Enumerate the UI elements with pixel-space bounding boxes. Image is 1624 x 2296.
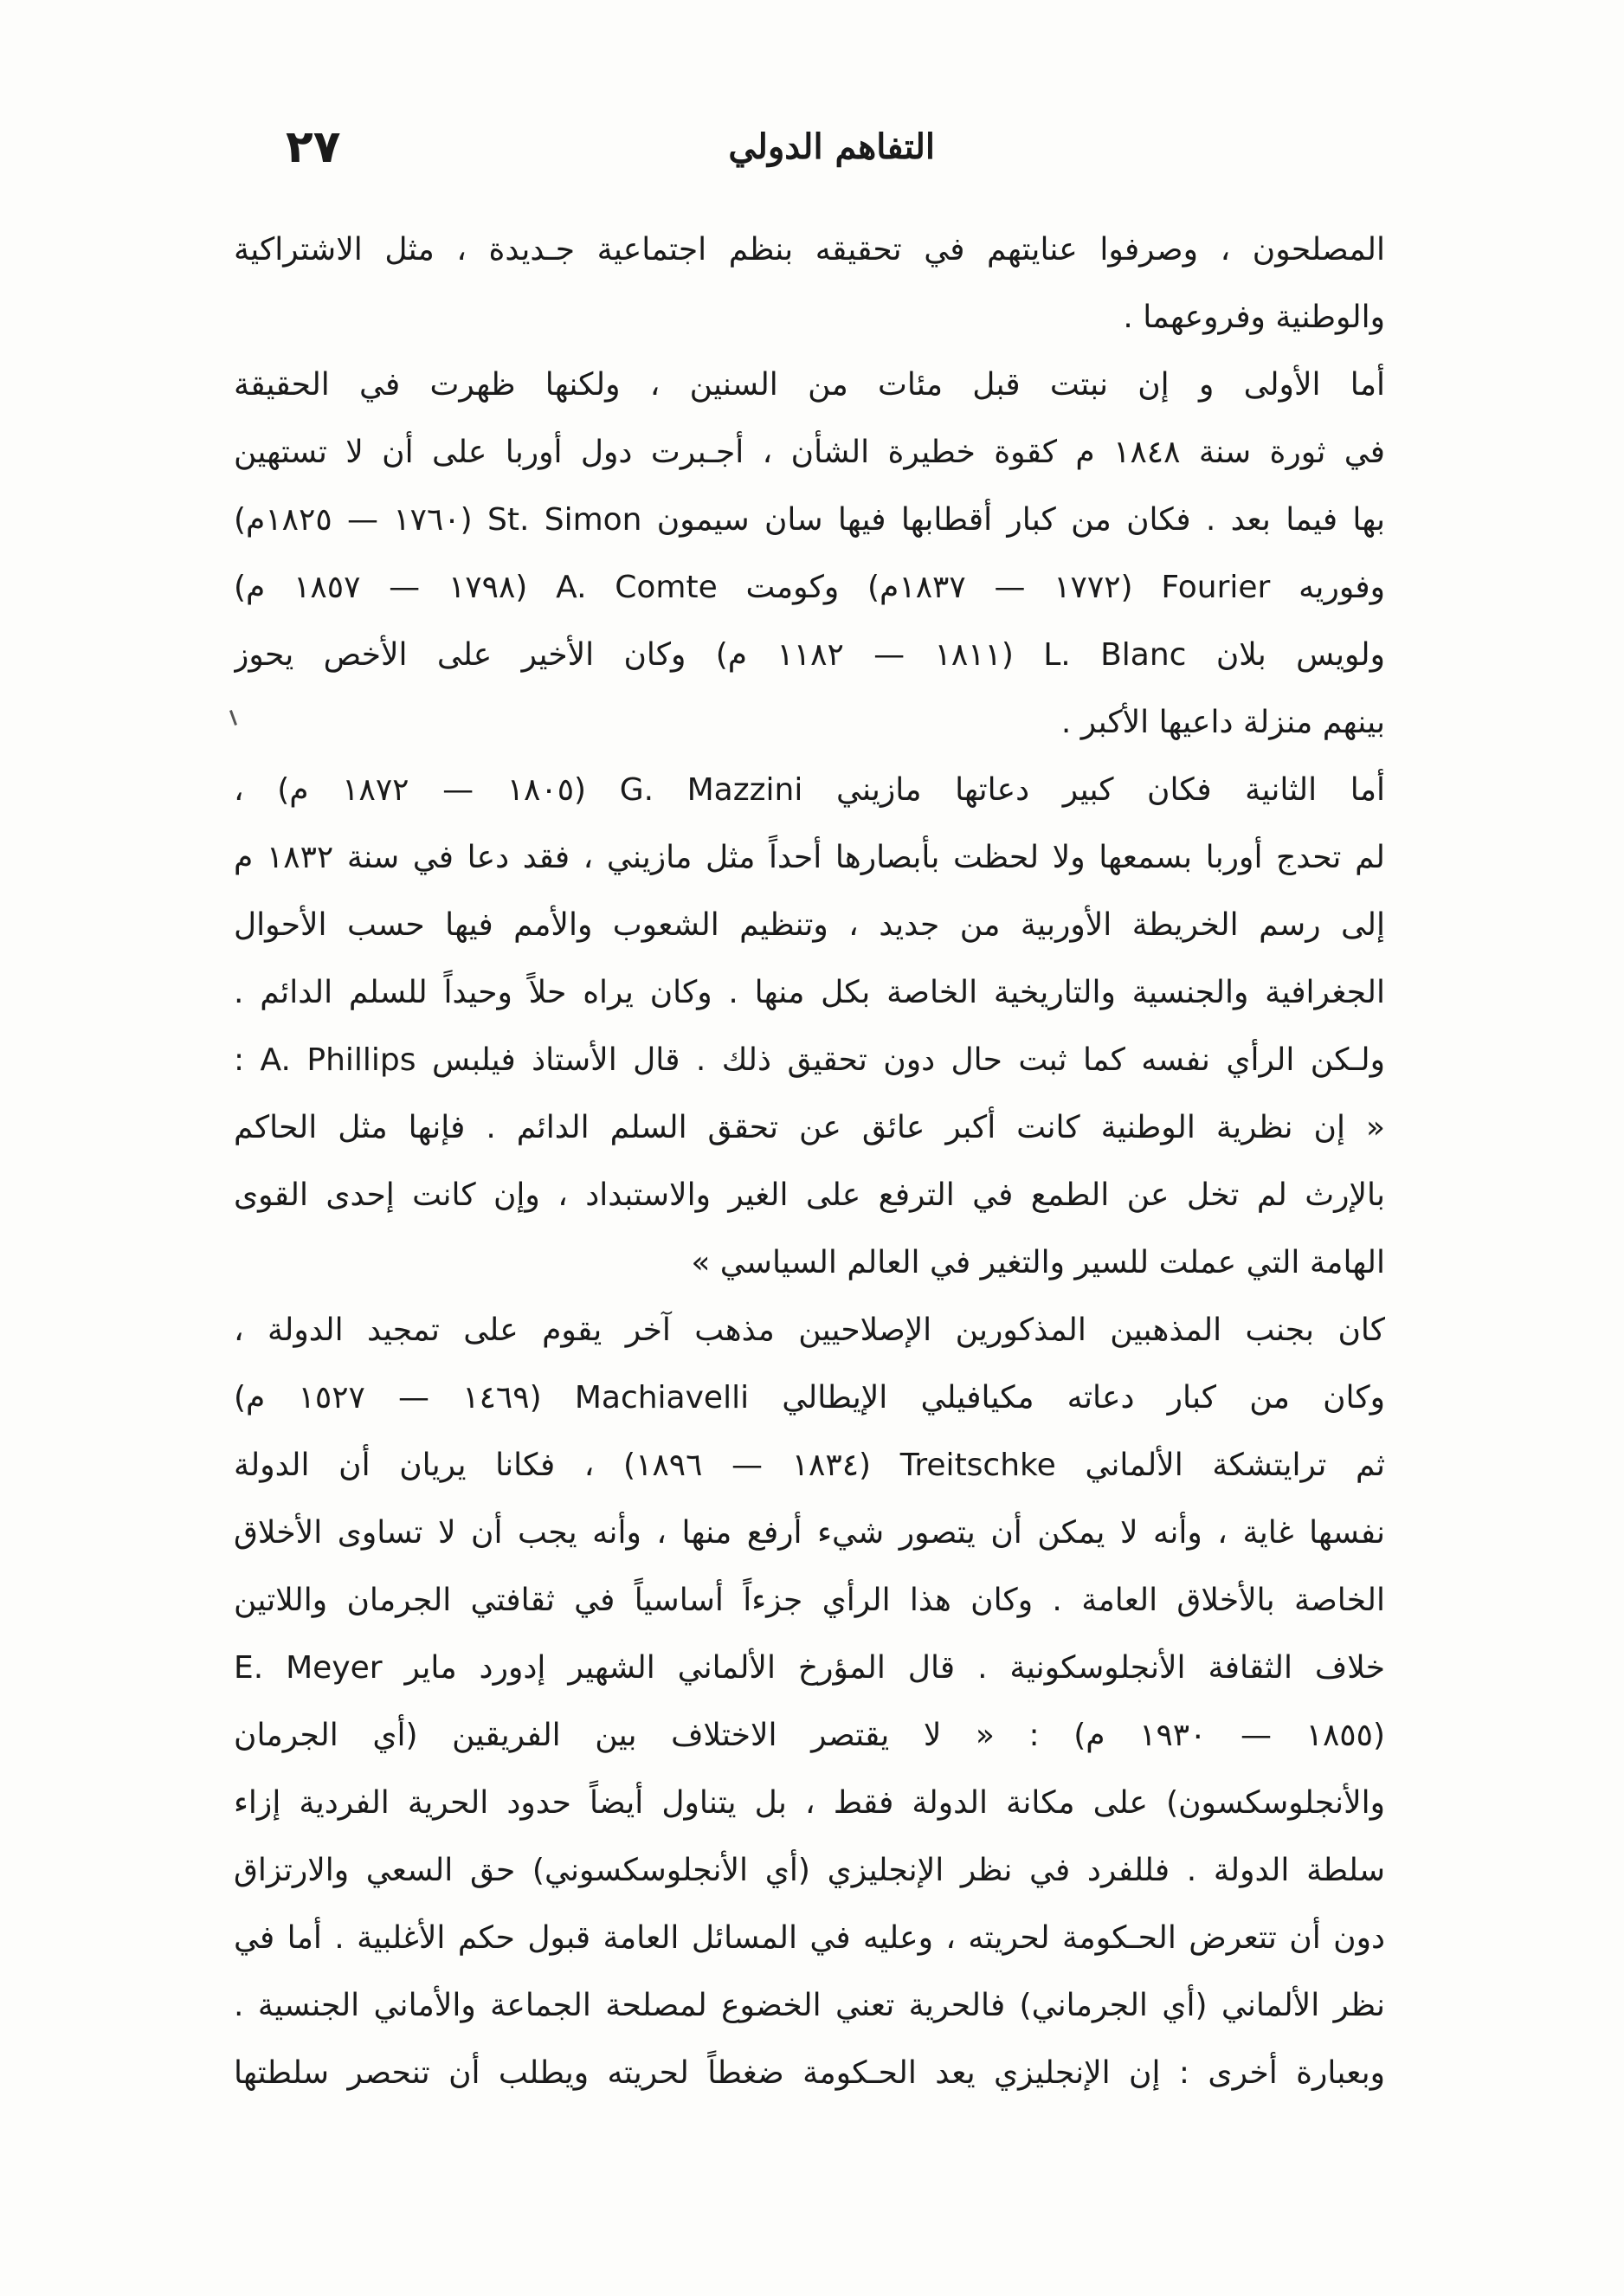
text-line: والأنجلوسكسون) على مكانة الدولة فقط ، بل يتناول أيضاً حدود الحرية الفردية إزاء bbox=[234, 1785, 1385, 1821]
text-line: والوطنية وفروعهما . bbox=[1123, 300, 1385, 335]
text-line: ولـكن الرأي نفسه كما ثبت حال دون تحقيق ذلك . قال الأستاذ فيلبس A. Phillips : bbox=[234, 1042, 1385, 1078]
text-line: نفسها غاية ، وأنه لا يمكن أن يتصور شيء أرفع منها ، وأنه يجب أن لا تساوى الأخلاق bbox=[234, 1515, 1385, 1551]
text-line: « إن نظرية الوطنية كانت أكبر عائق عن تحقق السلم الدائم . فإنها مثل الحاكم bbox=[234, 1110, 1385, 1145]
text-line: أما الأولى و إن نبتت قبل مئات من السنين ، ولكنها ظهرت في الحقيقة bbox=[234, 367, 1385, 403]
text-line: الهامة التي عملت للسير والتغير في العالم السياسي » bbox=[691, 1245, 1385, 1280]
page-header bbox=[286, 121, 1385, 190]
text-line: وبعبارة أخرى : إن الإنجليزي يعد الحـكومة ضغطاً لحريته ويطلب أن تنحصر سلطتها bbox=[234, 2055, 1385, 2091]
body-text bbox=[234, 216, 1385, 2107]
text-line: بها فيما بعد . فكان من كبار أقطابها فيها سان سيمون St. Simon (١٧٦٠ — ١٨٢٥م) bbox=[234, 502, 1385, 538]
text-line: الخاصة بالأخلاق العامة . وكان هذا الرأي جزءاً أساسياً في ثقافتي الجرمان واللاتين bbox=[234, 1583, 1385, 1618]
text-line: المصلحون ، وصرفوا عنايتهم في تحقيقه بنظم اجتماعية جـديدة ، مثل الاشتراكية bbox=[234, 232, 1385, 268]
text-line: دون أن تتعرض الحـكومة لحريته ، وعليه في المسائل العامة قبول حكم الأغلبية . أما في bbox=[234, 1920, 1385, 1956]
text-line: (١٨٥٥ — ١٩٣٠ م) : « لا يقتصر الاختلاف بين الفريقين (أي الجرمان bbox=[234, 1718, 1385, 1753]
text-line: وكان من كبار دعاته مكيافيلي الإيطالي Machiavelli (١٤٦٩ — ١٥٢٧ م) bbox=[234, 1380, 1385, 1416]
text-line: في ثورة سنة ١٨٤٨ م كقوة خطيرة الشأن ، أجـبرت دول أوربا على أن لا تستهين bbox=[234, 435, 1385, 470]
text-line: أما الثانية فكان كبير دعاتها مازيني G. Mazzini (١٨٠٥ — ١٨٧٢ م) ، bbox=[234, 772, 1385, 808]
text-line: إلى رسم الخريطة الأوربية من جديد ، وتنظيم الشعوب والأمم فيها حسب الأحوال bbox=[234, 907, 1385, 943]
text-line: بينهم منزلة داعيها الأكبر . bbox=[1060, 705, 1385, 740]
text-line: ولويس بلان L. Blanc (١٨١١ — ١١٨٢ م) وكان الأخير على الأخص يحوز bbox=[234, 637, 1385, 673]
page-number: ٢٧ bbox=[286, 121, 341, 173]
text-line: بالإرث لم تخل عن الطمع في الترفع على الغير والاستبداد ، وإن كانت إحدى القوى bbox=[234, 1177, 1385, 1213]
text-line: وفوريه Fourier (١٧٧٢ — ١٨٣٧م) وكومت A. Comte (١٧٩٨ — ١٨٥٧ م) bbox=[234, 570, 1385, 605]
text-line: خلاف الثقافة الأنجلوسكونية . قال المؤرخ الألماني الشهير إدورد ماير E. Meyer bbox=[234, 1650, 1385, 1686]
running-title: التفاهم الدولي bbox=[728, 126, 935, 167]
text-line: لم تحدج أوربا بسمعها ولا لحظت بأبصارها أحداً مثل مازيني ، فقد دعا في سنة ١٨٣٢ م bbox=[234, 840, 1385, 875]
text-line: نظر الألماني (أي الجرماني) فالحرية تعني الخضوع لمصلحة الجماعة والأماني الجنسية . bbox=[234, 1988, 1385, 2023]
text-line: سلطة الدولة . فللفرد في نظر الإنجليزي (أي الأنجلوسكسوني) حق السعي والارتزاق bbox=[234, 1853, 1385, 1888]
text-line: كان بجنب المذهبين المذكورين الإصلاحيين مذهب آخر يقوم على تمجيد الدولة ، bbox=[234, 1312, 1385, 1348]
text-line: الجغرافية والجنسية والتاريخية الخاصة بكل منها . وكان يراه حلاً وحيداً للسلم الدائم . bbox=[234, 975, 1385, 1010]
text-line: ثم ترايتشكة الألماني Treitschke (١٨٣٤ — ١٨٩٦) ، فكانا يريان أن الدولة bbox=[234, 1448, 1385, 1483]
